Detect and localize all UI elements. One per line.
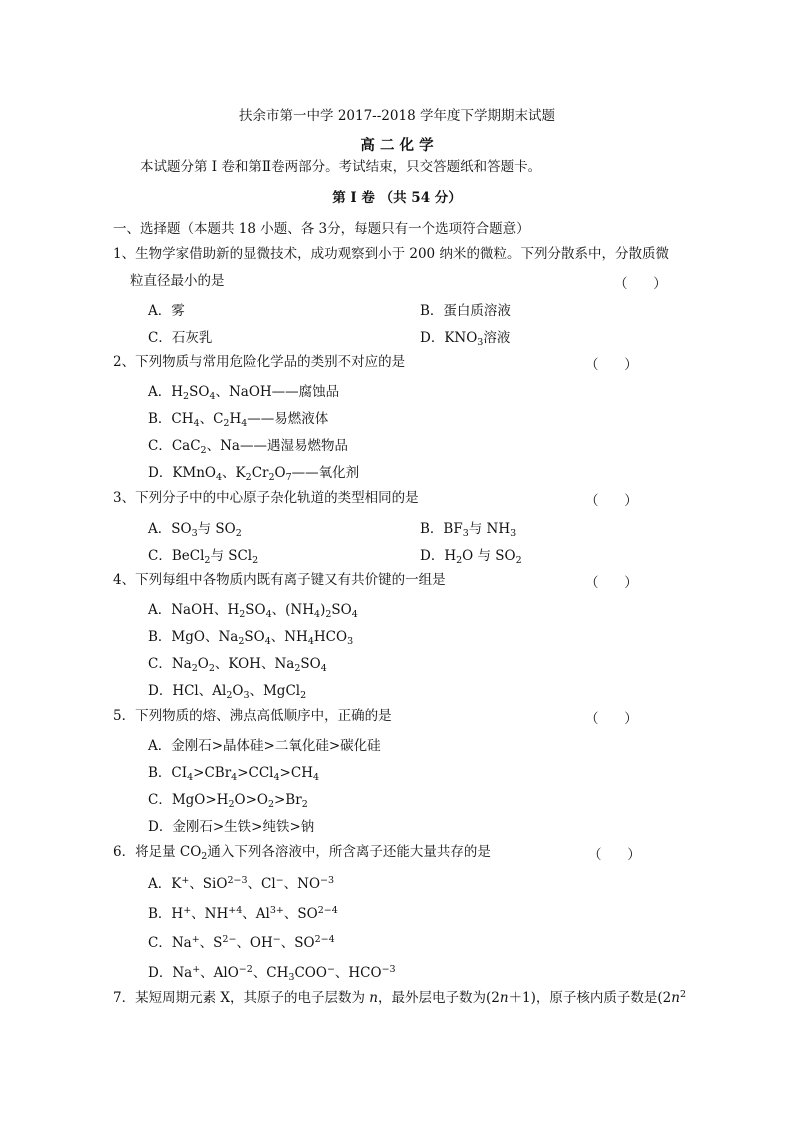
part-title: 第 I 卷 （共 54 分） xyxy=(332,190,462,206)
question-7-stem: 7．某短周期元素 X，其原子的电子层数为 n，最外层电子数为(2n＋1)，原子核内质子数是($2n^2$ xyxy=(113,989,687,1006)
question-2-option-a: A．$H_2SO_4$、NaOH——腐蚀品 xyxy=(148,384,340,402)
question-2-stem: 2、下列物质与常用危险化学品的类别不对应的是 xyxy=(113,354,406,370)
question-3-option-c: C．BeCl$_2$与 SCl$_2$ xyxy=(148,548,259,566)
question-5-stem: 5．下列物质的熔、沸点高低顺序中，正确的是 xyxy=(113,708,392,724)
question-1-answer-blank: （ ） xyxy=(614,276,667,292)
question-4-option-a: A．NaOH、$H_2SO_4$、$(NH_4)_2SO_4$ xyxy=(148,602,358,620)
question-6-option-c: C．Na+、$S^{2-}$、OH−、$SO^{2-4}$ xyxy=(148,934,335,951)
question-3-stem: 3、下列分子中的中心原子杂化轨道的类型相同的是 xyxy=(113,490,419,506)
question-6-option-a: A．K+、SiO$^{2-3}$、Cl−、$NO^{-3}$ xyxy=(148,875,335,892)
question-3-option-a: A．$SO_3$与 $SO_2$ xyxy=(148,521,242,539)
question-2-option-d: D．KMnO$_4$、$K_2Cr_2O_7——$氧化剂 xyxy=(148,465,360,483)
exam-title: 扶余市第一中学 2017--2018 学年度下学期期末试题 xyxy=(239,108,555,124)
exam-instruction: 本试题分第 I 卷和第Ⅱ卷两部分。考试结束，只交答题纸和答题卡。 xyxy=(140,159,542,175)
question-1-stem-line1: 1、生物学家借助新的显微技术，成功观察到小于 200 纳米的微粒。下列分散系中，分散质微 xyxy=(113,246,669,262)
question-4-option-b: B．MgO、$Na_2SO_4$、$NH_4HCO_3$ xyxy=(148,629,354,647)
question-5-option-d: D．金刚石>生铁>纯铁>钠 xyxy=(148,819,315,835)
question-6-answer-blank: （ ） xyxy=(588,847,641,863)
question-4-option-c: C．$Na_2O_2$、KOH、$Na_2SO_4$ xyxy=(148,656,327,674)
question-3-answer-blank: （ ） xyxy=(585,493,638,509)
question-4-option-d: D．HCl、$Al_2O_3$、MgCl$_2$ xyxy=(148,683,307,701)
question-4-stem: 4、下列每组中各物质内既有离子键又有共价键的一组是 xyxy=(113,572,446,588)
question-5-option-a: A．金刚石>晶体硅>二氧化硅>碳化硅 xyxy=(148,738,381,754)
question-5-option-b: B．$CI_4>CBr_4>CCl_4>CH_4$ xyxy=(148,765,320,783)
question-1-option-b: B．蛋白质溶液 xyxy=(420,303,511,319)
question-6-stem: 6．将足量 $CO_2$通入下列各溶液中，所含离子还能大量共存的是 xyxy=(113,844,491,862)
question-2-option-c: C．CaC$_2$、Na——遇湿易燃物品 xyxy=(148,438,348,456)
question-1-option-c: C．石灰乳 xyxy=(148,330,213,346)
question-3-option-b: B．$BF_3$与 $NH_3$ xyxy=(420,521,517,539)
section-heading: 一、选择题（本题共 18 小题、各 3分，每题只有一个选项符合题意） xyxy=(113,221,530,237)
question-2-answer-blank: （ ） xyxy=(585,357,638,373)
question-1-option-a: A．雾 xyxy=(148,303,185,319)
question-6-option-d: D．Na+、AlO$^{-2}$、$CH_3COO^-$、$HCO^{-3}$ xyxy=(148,964,396,983)
question-6-option-b: B．H+、$NH^{+4}$、$Al^{3+}$、$SO^{2-4}$ xyxy=(148,905,338,922)
question-3-option-d: D．$H_2O$ 与 $SO_2$ xyxy=(420,548,522,566)
question-5-answer-blank: （ ） xyxy=(585,711,638,727)
question-4-answer-blank: （ ） xyxy=(585,575,638,591)
question-1-option-d: D．$KNO_3$溶液 xyxy=(420,330,511,348)
subject-title: 高 二 化 学 xyxy=(360,137,434,154)
question-1-stem-line2: 粒直径最小的是 xyxy=(130,273,225,289)
question-5-option-c: C．$MgO>H_2O>O_2>Br_2$ xyxy=(148,792,308,810)
question-2-option-b: B．$CH_4$、$C_2H_4——$易燃液体 xyxy=(148,411,329,429)
